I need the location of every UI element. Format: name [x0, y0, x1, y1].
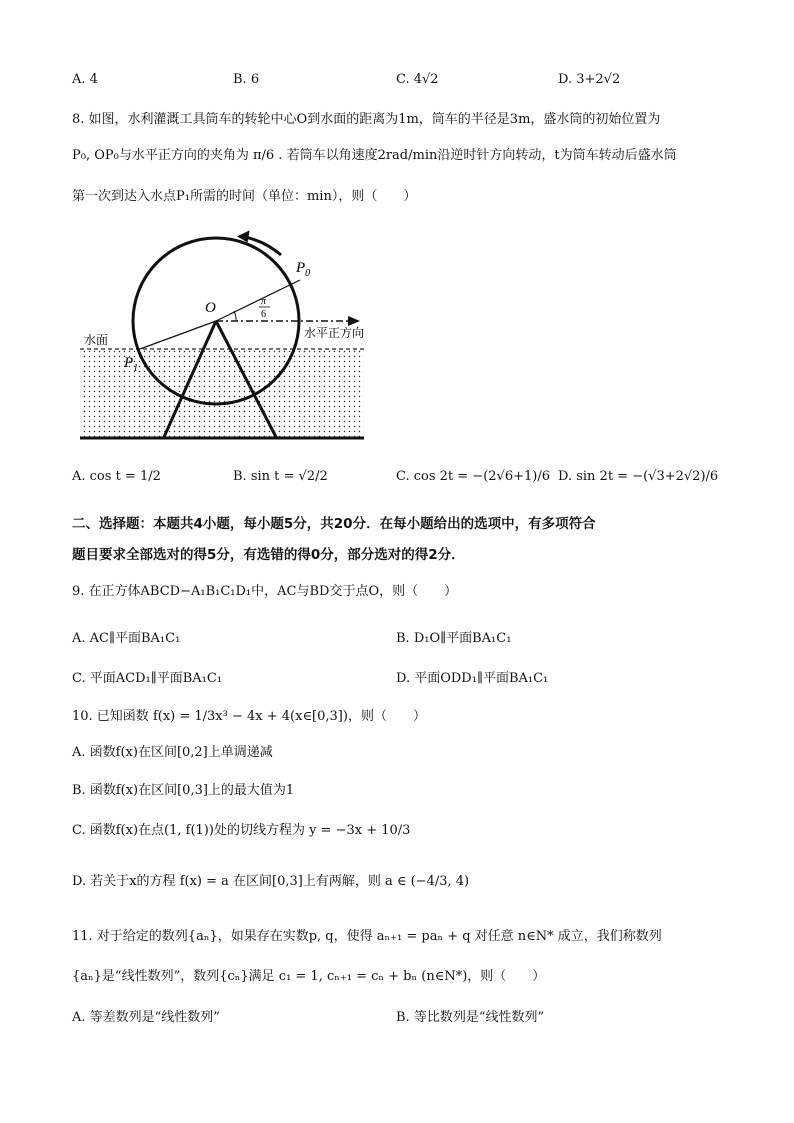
water-wheel-figure [78, 225, 368, 443]
label-horizontal-direction: 水平正方向 [304, 326, 365, 340]
q8-stem-line2: P₀, OP₀与水平正方向的夹角为 π/6 . 若筒车以角速度2rad/min沿逆时针方向转动，t为筒车转动后盛水筒 [72, 148, 677, 163]
q8-stem-line1: 8. 如图，水利灌溉工具筒车的转轮中心O到水面的距离为1m，筒车的半径是3m，盛水筒的初始位置为 [72, 112, 661, 127]
q10-stem: 10. 已知函数 f(x) = 1/3x³ − 4x + 4(x∈[0,3])，则（ ） [72, 709, 426, 724]
section2-header-line2: 题目要求全部选对的得5分，有选错的得0分，部分选对的得2分． [72, 547, 465, 563]
q9-option-c: C. 平面ACD₁∥平面BA₁C₁ [72, 671, 223, 686]
q11-stem-line1: 11. 对于给定的数列{aₙ}，如果存在实数p, q，使得 aₙ₊₁ = paₙ + q 对任意 n∈N* 成立，我们称数列 [72, 929, 662, 944]
q8-stem-line3: 第一次到达入水点P₁所需的时间（单位：min），则（ ） [72, 189, 417, 204]
angle-arc [234, 311, 236, 321]
q10-option-d: D. 若关于x的方程 f(x) = a 在区间[0,3]上有两解，则 a ∈ (−4/3, 4) [72, 874, 470, 889]
label-angle-den: 6 [261, 309, 266, 320]
q7-option-a: A. 4 [72, 72, 98, 87]
q9-option-d: D. 平面ODD₁∥平面BA₁C₁ [396, 671, 549, 686]
label-p0: $P_0$ [296, 260, 311, 279]
label-o: O [205, 300, 216, 316]
q10-option-b: B. 函数f(x)在区间[0,3]上的最大值为1 [72, 783, 295, 798]
section2-header-line1: 二、选择题：本题共4小题，每小题5分，共20分．在每小题给出的选项中，有多项符合 [72, 516, 596, 532]
q9-stem: 9. 在正方体ABCD−A₁B₁C₁D₁中，AC与BD交于点O，则（ ） [72, 584, 458, 599]
q10-option-c: C. 函数f(x)在点(1, f(1))处的切线方程为 y = −3x + 10/3 [72, 823, 411, 838]
label-water-surface: 水面 [84, 333, 109, 347]
q7-option-b: B. 6 [233, 72, 260, 87]
horizontal-arrow-head [348, 316, 360, 326]
radius-op0 [216, 280, 300, 321]
water-region [80, 349, 364, 437]
q11-option-b: B. 等比数列是“线性数列” [396, 1010, 545, 1025]
q8-option-c: C. cos 2t = −(2√6+1)/6 [396, 469, 550, 484]
q7-option-d: D. 3+2√2 [558, 72, 621, 87]
q10-option-a: A. 函数f(x)在区间[0,2]上单调递减 [72, 745, 273, 760]
q8-option-a: A. cos t = 1/2 [72, 469, 161, 484]
label-angle-num: π [261, 296, 267, 307]
q8-option-b: B. sin t = √2/2 [233, 469, 328, 484]
q7-option-c: C. 4√2 [396, 72, 439, 87]
q9-option-b: B. D₁O∥平面BA₁C₁ [396, 631, 512, 646]
q8-option-d: D. sin 2t = −(√3+2√2)/6 [558, 469, 719, 484]
q11-stem-line2: {aₙ}是“线性数列”，数列{cₙ}满足 c₁ = 1, cₙ₊₁ = cₙ + bₙ (n∈N*)，则（ ） [72, 969, 546, 984]
q9-option-a: A. AC∥平面BA₁C₁ [72, 631, 181, 646]
q11-option-a: A. 等差数列是“线性数列” [72, 1010, 220, 1025]
label-p1: $P_1$ [124, 355, 139, 374]
